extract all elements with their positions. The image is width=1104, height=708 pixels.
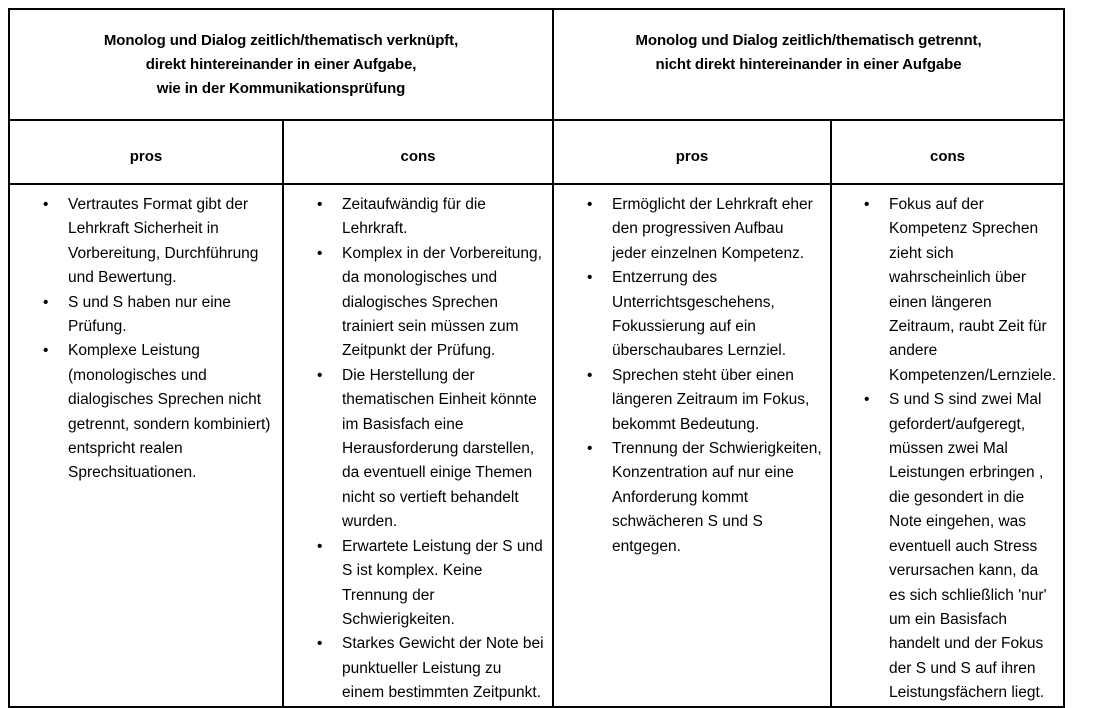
content-cell-cons-1 [283, 184, 553, 707]
bullet-item-text: Die Herstellung der thematischen Einheit könnte im Basisfach eine Herausforderung darstellen, da eventuell einige Themen nicht so vertieft behandelt wurden. [342, 366, 537, 531]
bullet-point-icon: • [317, 537, 323, 555]
bullet-item [284, 364, 544, 535]
bullet-item-text: Vertrautes Format gibt der Lehrkraft Sicherheit in Vorbereitung, Durchführung und Bewertung. [68, 196, 259, 287]
bullet-item-text: Komplexe Leistung (monologisches und dialogisches Sprechen nicht getrennt, sondern kombiniert) entspricht realen Sprechsituationen. [68, 342, 271, 482]
pros-cons-comparison-table [8, 8, 1065, 708]
bullet-item-text: S und S sind zwei Mal gefordert/aufgeregt, müssen zwei Mal Leistungen erbringen , die gesondert in die Note eingehen, was eventuell auch Stress verursachen kann, da es sich schließlich 'nur' um ein Basisfach handelt und der Fokus der S und S auf ihren Leistungsfächern liegt. [889, 391, 1047, 702]
group-header-row [9, 9, 1064, 120]
bullet-item [832, 388, 1055, 705]
content-cell-pros-2 [553, 184, 831, 707]
group-title-line: Monolog und Dialog zeitlich/thematisch verknüpft, [103, 32, 459, 49]
bullet-item [284, 193, 544, 242]
bullet-point-icon: • [587, 366, 593, 384]
subheader-cons-2 [831, 120, 1064, 184]
bullet-item-text: Trennung der Schwierigkeiten, Konzentration auf nur eine Anforderung kommt schwächeren S und S entgegen. [612, 440, 822, 555]
subheader-label: pros [675, 148, 709, 165]
bullet-point-icon: • [587, 269, 593, 287]
bullet-item [10, 291, 274, 340]
bullet-item-text: Komplex in der Vorbereitung, da monologisches und dialogisches Sprechen trainiert sein müssen zum Zeitpunkt der Prüfung. [342, 244, 542, 360]
bullet-item [832, 193, 1055, 388]
bullet-item [284, 632, 544, 705]
bullet-item [10, 339, 274, 485]
bullet-point-icon: • [317, 244, 323, 262]
bullet-point-icon: • [864, 196, 870, 213]
bullet-point-icon: • [317, 635, 323, 653]
group-title-line: direkt hintereinander in einer Aufgabe, [145, 56, 417, 73]
bullet-item [10, 193, 274, 291]
bullet-item-text: Zeitaufwändig für die Lehrkraft. [342, 196, 486, 238]
bullet-list-cons-1 [284, 185, 552, 706]
bullet-item-text: Erwartete Leistung der S und S ist komplex. Keine Trennung der Schwierigkeiten. [342, 537, 543, 628]
group-title-getrennt [554, 10, 1063, 77]
bullet-item-text: Sprechen steht über einen längeren Zeitraum im Fokus, bekommt Bedeutung. [612, 366, 810, 433]
bullet-item [554, 437, 822, 559]
group-title-line: nicht direkt hintereinander in einer Aufgabe [655, 56, 962, 73]
group-title-line: Monolog und Dialog zeitlich/thematisch getrennt, [635, 32, 982, 49]
group-header-getrennt [553, 9, 1064, 120]
bullet-item [284, 535, 544, 633]
bullet-list-pros-2 [554, 185, 830, 559]
subheader-cons-1 [283, 120, 553, 184]
bullet-point-icon: • [43, 293, 49, 311]
bullet-item-text: Ermöglicht der Lehrkraft eher den progressiven Aufbau jeder einzelnen Kompetenz. [612, 196, 813, 262]
group-header-verknuepft [9, 9, 553, 120]
bullet-item-text: Fokus auf der Kompetenz Sprechen zieht sich wahrscheinlich über einen längeren Zeitraum, raubt Zeit für andere Kompetenzen/Lernziele. [889, 196, 1057, 384]
bullet-point-icon: • [587, 440, 593, 458]
bullet-list-cons-2 [832, 185, 1063, 706]
bullet-item [554, 193, 822, 266]
bullet-item-text: Starkes Gewicht der Note bei punktueller Leistung zu einem bestimmten Zeitpunkt. [342, 635, 544, 702]
bullet-item [284, 242, 544, 364]
subheader-label: cons [400, 148, 436, 165]
bullet-point-icon: • [43, 342, 49, 360]
content-row [9, 184, 1064, 707]
bullet-point-icon: • [317, 366, 323, 384]
bullet-item-text: Entzerrung des Unterrichtsgeschehens, Fokussierung auf ein überschaubares Lernziel. [612, 269, 787, 360]
subheader-label: pros [129, 148, 163, 165]
bullet-point-icon: • [43, 196, 49, 213]
bullet-point-icon: • [864, 391, 870, 409]
bullet-item [554, 266, 822, 364]
subheader-pros-2 [553, 120, 831, 184]
content-cell-cons-2 [831, 184, 1064, 707]
group-title-line: wie in der Kommunikationsprüfung [156, 80, 406, 97]
subheader-row [9, 120, 1064, 184]
bullet-point-icon: • [317, 196, 323, 213]
bullet-list-pros-1 [10, 185, 282, 486]
group-title-verknuepft [10, 10, 552, 101]
bullet-item-text: S und S haben nur eine Prüfung. [68, 293, 231, 336]
subheader-pros-1 [9, 120, 283, 184]
bullet-item [554, 364, 822, 437]
subheader-label: cons [930, 148, 966, 165]
bullet-point-icon: • [587, 196, 593, 213]
content-cell-pros-1 [9, 184, 283, 707]
